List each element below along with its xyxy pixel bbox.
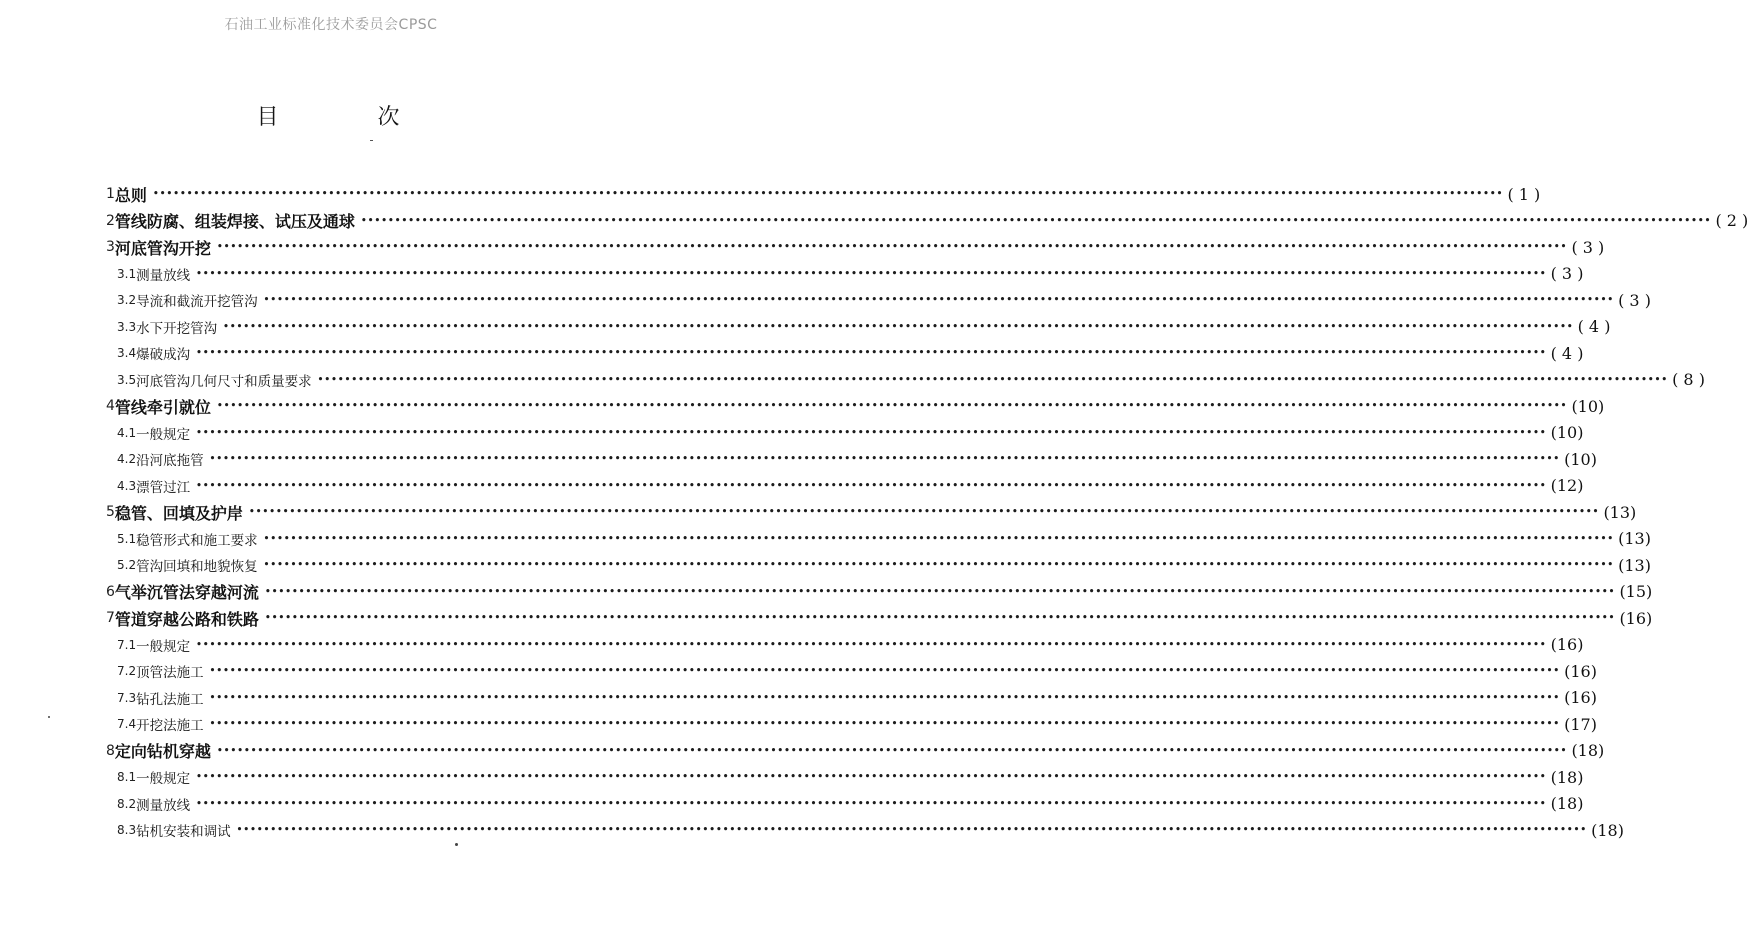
dot-leader: •••••••••••••••••••••••••••••••••••••••••••••••••••••••••••••••••••••••••••••••••••••••••••••••••••••••••••••••••••••••••••••••••••••••••••••••••••••••••••••••••••••••••••••••••••••••••••••••••••••••• — [209, 692, 1561, 703]
toc-entry-number: 3.4 — [117, 346, 137, 360]
toc-entry-number: 4.3 — [117, 478, 137, 493]
toc-entry-title: 一般规定 — [136, 638, 191, 655]
toc-entry — [106, 500, 1637, 524]
toc-entry-title: 顶管法施工 — [136, 665, 204, 681]
dot-leader: •••••••••••••••••••••••••••••••••••••••••••••••••••••••••••••••••••••••••••••••••••••••••••••••••••••••••••••••••••••••••••••••••••••••••••••••••••••••••••••••••••••••••••••••••••••••••••••••••••••••• — [360, 215, 1712, 226]
scan-speck — [48, 716, 50, 718]
toc-entry — [117, 262, 1584, 286]
toc-entry-title: 开挖法施工 — [136, 718, 204, 734]
toc-entry — [117, 527, 1651, 551]
dot-leader: •••••••••••••••••••••••••••••••••••••••••••••••••••••••••••••••••••••••••••••••••••••••••••••••••••••••••••••••••••••••••••••••••••••••••••••••••••••••••••••••••••••••••••••••••••••••••••••••••••••••• — [216, 745, 1568, 756]
toc-entry-number: 8.1 — [117, 770, 137, 784]
toc-entry-page: (16) — [1550, 635, 1584, 654]
dot-leader: •••••••••••••••••••••••••••••••••••••••••••••••••••••••••••••••••••••••••••••••••••••••••••••••••••••••••••••••••••••••••••••••••••••••••••••••••••••••••••••••••••••••••••••••••••••••••••••••••••••••• — [317, 374, 1669, 385]
toc-entry — [106, 235, 1605, 259]
toc-entry-number: 1 — [106, 186, 115, 202]
toc-entry — [106, 394, 1605, 418]
toc-entry-page: ( 8 ) — [1672, 370, 1705, 389]
toc-entry-number: 5 — [106, 504, 115, 520]
toc-entry-number: 3.3 — [117, 319, 137, 334]
dot-leader: •••••••••••••••••••••••••••••••••••••••••••••••••••••••••••••••••••••••••••••••••••••••••••••••••••••••••••••••••••••••••••••••••••••••••••••••••••••••••••••••••••••••••••••••••••••••••••••••••••••••• — [152, 189, 1504, 199]
toc-entry-page: ( 3 ) — [1618, 290, 1651, 310]
toc-entry-page: (15) — [1619, 582, 1653, 601]
toc-entry-title: 管道穿越公路和铁路 — [114, 609, 259, 629]
dot-leader: •••••••••••••••••••••••••••••••••••••••••••••••••••••••••••••••••••••••••••••••••••••••••••••••••••••••••••••••••••••••••••••••••••••••••••••••••••••••••••••••••••••••••••••••••••••••••••••••••••••••• — [264, 613, 1616, 623]
dot-leader: •••••••••••••••••••••••••••••••••••••••••••••••••••••••••••••••••••••••••••••••••••••••••••••••••••••••••••••••••••••••••••••••••••••••••••••••••••••••••••••••••••••••••••••••••••••••••••••••••••••••• — [263, 560, 1615, 570]
toc-entry-page: ( 3 ) — [1550, 264, 1584, 283]
toc-entry-number: 7.1 — [117, 637, 137, 652]
dot-leader: •••••••••••••••••••••••••••••••••••••••••••••••••••••••••••••••••••••••••••••••••••••••••••••••••••••••••••••••••••••••••••••••••••••••••••••••••••••••••••••••••••••••••••••••••••••••••••••••••••••••• — [216, 242, 1568, 252]
toc-entry — [117, 686, 1597, 710]
toc-entry — [117, 659, 1597, 683]
toc-entry-number: 4.2 — [117, 452, 137, 466]
toc-entry-title: 河底管沟开挖 — [114, 238, 211, 258]
toc-entry-page: (16) — [1619, 608, 1653, 628]
toc-entry-title: 测量放线 — [136, 267, 191, 284]
dot-leader: •••••••••••••••••••••••••••••••••••••••••••••••••••••••••••••••••••••••••••••••••••••••••••••••••••••••••••••••••••••••••••••••••••••••••••••••••••••••••••••••••••••••••••••••••••••••••••••••••••••••• — [248, 507, 1600, 517]
toc-entry-title: 定向钻机穿越 — [114, 742, 211, 761]
toc-entry — [106, 606, 1653, 630]
dot-leader: •••••••••••••••••••••••••••••••••••••••••••••••••••••••••••••••••••••••••••••••••••••••••••••••••••••••••••••••••••••••••••••••••••••••••••••••••••••••••••••••••••••••••••••••••••••••••••••••••••••••• — [209, 666, 1561, 676]
toc-entry-title: 一般规定 — [136, 771, 191, 787]
dot-leader: •••••••••••••••••••••••••••••••••••••••••••••••••••••••••••••••••••••••••••••••••••••••••••••••••••••••••••••••••••••••••••••••••••••••••••••••••••••••••••••••••••••••••••••••••••••••••••••••••••••••• — [216, 401, 1568, 411]
toc-entry-title: 管线防腐、组装焊接、试压及通球 — [114, 212, 355, 231]
toc-entry — [117, 633, 1584, 657]
toc-entry-number: 3.1 — [117, 266, 137, 281]
toc-entry-title: 爆破成沟 — [136, 347, 191, 363]
dot-leader: •••••••••••••••••••••••••••••••••••••••••••••••••••••••••••••••••••••••••••••••••••••••••••••••••••••••••••••••••••••••••••••••••••••••••••••••••••••••••••••••••••••••••••••••••••••••••••••••••••••••• — [223, 321, 1574, 332]
toc-entry-page: (18) — [1571, 741, 1605, 760]
toc-entry — [117, 765, 1584, 789]
toc-entry-page: (17) — [1564, 714, 1597, 734]
toc-entry-number: 3 — [106, 239, 115, 255]
toc-entry-page: (12) — [1550, 476, 1584, 495]
toc-entry-number: 8.2 — [117, 796, 137, 811]
toc-entry-page: (18) — [1550, 794, 1584, 813]
toc-entry-title: 一般规定 — [136, 426, 191, 443]
toc-entry-title: 稳管形式和施工要求 — [136, 532, 258, 549]
toc-entry-page: ( 2 ) — [1715, 211, 1748, 230]
dot-leader: •••••••••••••••••••••••••••••••••••••••••••••••••••••••••••••••••••••••••••••••••••••••••••••••••••••••••••••••••••••••••••••••••••••••••••••••••••••••••••••••••••••••••••••••••••••••••••••••••••••••• — [196, 639, 1547, 650]
toc-entry-number: 5.2 — [117, 558, 137, 572]
toc-entry-title: 钻孔法施工 — [136, 691, 204, 708]
toc-entry-number: 7 — [106, 610, 115, 626]
toc-entry-title: 总则 — [114, 185, 147, 205]
toc-entry-number: 7.3 — [117, 690, 137, 705]
dot-leader: •••••••••••••••••••••••••••••••••••••••••••••••••••••••••••••••••••••••••••••••••••••••••••••••••••••••••••••••••••••••••••••••••••••••••••••••••••••••••••••••••••••••••••••••••••••••••••••••••••••••• — [209, 454, 1561, 464]
dot-leader: •••••••••••••••••••••••••••••••••••••••••••••••••••••••••••••••••••••••••••••••••••••••••••••••••••••••••••••••••••••••••••••••••••••••••••••••••••••••••••••••••••••••••••••••••••••••••••••••••••••••• — [209, 719, 1561, 729]
dot-leader: •••••••••••••••••••••••••••••••••••••••••••••••••••••••••••••••••••••••••••••••••••••••••••••••••••••••••••••••••••••••••••••••••••••••••••••••••••••••••••••••••••••••••••••••••••••••••••••••••••••••• — [264, 586, 1616, 597]
toc-entry-title: 管线牵引就位 — [114, 397, 211, 417]
toc-entry-title: 导流和截流开挖管沟 — [136, 294, 258, 310]
toc-entry — [117, 368, 1705, 392]
toc-entry-page: ( 3 ) — [1571, 237, 1605, 257]
toc-entry-page: (16) — [1564, 661, 1597, 681]
toc-entry — [106, 209, 1748, 233]
page-title: 目 次 — [256, 105, 446, 130]
dot-leader: •••••••••••••••••••••••••••••••••••••••••••••••••••••••••••••••••••••••••••••••••••••••••••••••••••••••••••••••••••••••••••••••••••••••••••••••••••••••••••••••••••••••••••••••••••••••••••••••••••••••• — [196, 348, 1547, 358]
toc-entry-number: 4.1 — [117, 425, 137, 440]
toc-entry-page: (13) — [1618, 555, 1651, 575]
watermark: 石油工业标准化技术委员会CPSC — [224, 17, 438, 33]
toc-entry-page: (13) — [1618, 529, 1651, 548]
toc-entry-title: 稳管、回填及护岸 — [114, 503, 243, 523]
toc-entry-number: 4 — [106, 398, 115, 414]
dot-leader: •••••••••••••••••••••••••••••••••••••••••••••••••••••••••••••••••••••••••••••••••••••••••••••••••••••••••••••••••••••••••••••••••••••••••••••••••••••••••••••••••••••••••••••••••••••••••••••••••••••••• — [196, 772, 1547, 782]
toc-entry — [117, 712, 1597, 736]
dot-leader: •••••••••••••••••••••••••••••••••••••••••••••••••••••••••••••••••••••••••••••••••••••••••••••••••••••••••••••••••••••••••••••••••••••••••••••••••••••••••••••••••••••••••••••••••••••••••••••••••••••••• — [196, 798, 1547, 809]
toc-entry — [106, 739, 1605, 763]
dot-leader: •••••••••••••••••••••••••••••••••••••••••••••••••••••••••••••••••••••••••••••••••••••••••••••••••••••••••••••••••••••••••••••••••••••••••••••••••••••••••••••••••••••••••••••••••••••••••••••••••••••••• — [263, 533, 1615, 544]
toc-entry-title: 沿河底拖管 — [136, 453, 204, 469]
toc-entry — [117, 474, 1584, 498]
toc-entry-page: (13) — [1603, 502, 1637, 522]
toc-entry-title: 水下开挖管沟 — [136, 320, 218, 337]
dot-leader: •••••••••••••••••••••••••••••••••••••••••••••••••••••••••••••••••••••••••••••••••••••••••••••••••••••••••••••••••••••••••••••••••••••••••••••••••••••••••••••••••••••••••••••••••••••••••••••••••••••••• — [236, 825, 1588, 835]
toc-entry — [117, 315, 1611, 339]
toc-entry-page: (10) — [1550, 423, 1584, 442]
toc-entry — [106, 182, 1541, 206]
toc-entry-title: 漂管过江 — [136, 479, 191, 496]
toc-entry-page: (18) — [1550, 767, 1584, 787]
toc-entry-page: ( 4 ) — [1550, 343, 1584, 363]
dot-leader: •••••••••••••••••••••••••••••••••••••••••••••••••••••••••••••••••••••••••••••••••••••••••••••••••••••••••••••••••••••••••••••••••••••••••••••••••••••••••••••••••••••••••••••••••••••••••••••••••••••••• — [196, 427, 1547, 438]
dot-leader: •••••••••••••••••••••••••••••••••••••••••••••••••••••••••••••••••••••••••••••••••••••••••••••••••••••••••••••••••••••••••••••••••••••••••••••••••••••••••••••••••••••••••••••••••••••••••••••••••••••••• — [196, 480, 1547, 491]
toc-entry — [117, 421, 1584, 445]
toc-entry — [117, 288, 1651, 312]
toc-entry — [117, 447, 1597, 471]
toc-entry-number: 8 — [106, 742, 115, 759]
toc-entry-number: 5.1 — [117, 531, 137, 546]
scan-speck — [455, 843, 458, 846]
toc-entry-title: 河底管沟几何尺寸和质量要求 — [136, 373, 312, 390]
toc-entry — [117, 341, 1584, 365]
scan-speck — [370, 140, 373, 141]
toc-entry-page: ( 4 ) — [1577, 317, 1611, 336]
toc-entry-title: 气举沉管法穿越河流 — [114, 583, 259, 602]
toc-entry-page: (18) — [1591, 820, 1624, 840]
toc-entry-number: 6 — [106, 583, 115, 600]
toc-entry-page: (10) — [1564, 449, 1597, 469]
toc-entry-number: 7.4 — [117, 717, 137, 731]
toc-entry-title: 钻机安装和调试 — [136, 824, 231, 840]
toc-entry — [117, 553, 1651, 577]
toc-entry-number: 7.2 — [117, 664, 137, 678]
dot-leader: •••••••••••••••••••••••••••••••••••••••••••••••••••••••••••••••••••••••••••••••••••••••••••••••••••••••••••••••••••••••••••••••••••••••••••••••••••••••••••••••••••••••••••••••••••••••••••••••••••••••• — [263, 295, 1615, 305]
toc-entry — [117, 818, 1624, 842]
toc-entry — [106, 580, 1653, 604]
toc-entry-number: 2 — [106, 212, 115, 229]
dot-leader: •••••••••••••••••••••••••••••••••••••••••••••••••••••••••••••••••••••••••••••••••••••••••••••••••••••••••••••••••••••••••••••••••••••••••••••••••••••••••••••••••••••••••••••••••••••••••••••••••••••••• — [196, 268, 1547, 279]
toc-entry-page: ( 1 ) — [1507, 184, 1541, 204]
toc-entry-page: (16) — [1564, 688, 1597, 707]
toc-entry-page: (10) — [1571, 396, 1605, 416]
toc-entry-number: 8.3 — [117, 823, 137, 837]
toc-entry-title: 管沟回填和地貌恢复 — [136, 559, 258, 575]
toc-entry — [117, 792, 1584, 816]
toc-entry-number: 3.2 — [117, 293, 137, 307]
toc-entry-number: 3.5 — [117, 372, 137, 387]
toc-entry-title: 测量放线 — [136, 797, 191, 814]
